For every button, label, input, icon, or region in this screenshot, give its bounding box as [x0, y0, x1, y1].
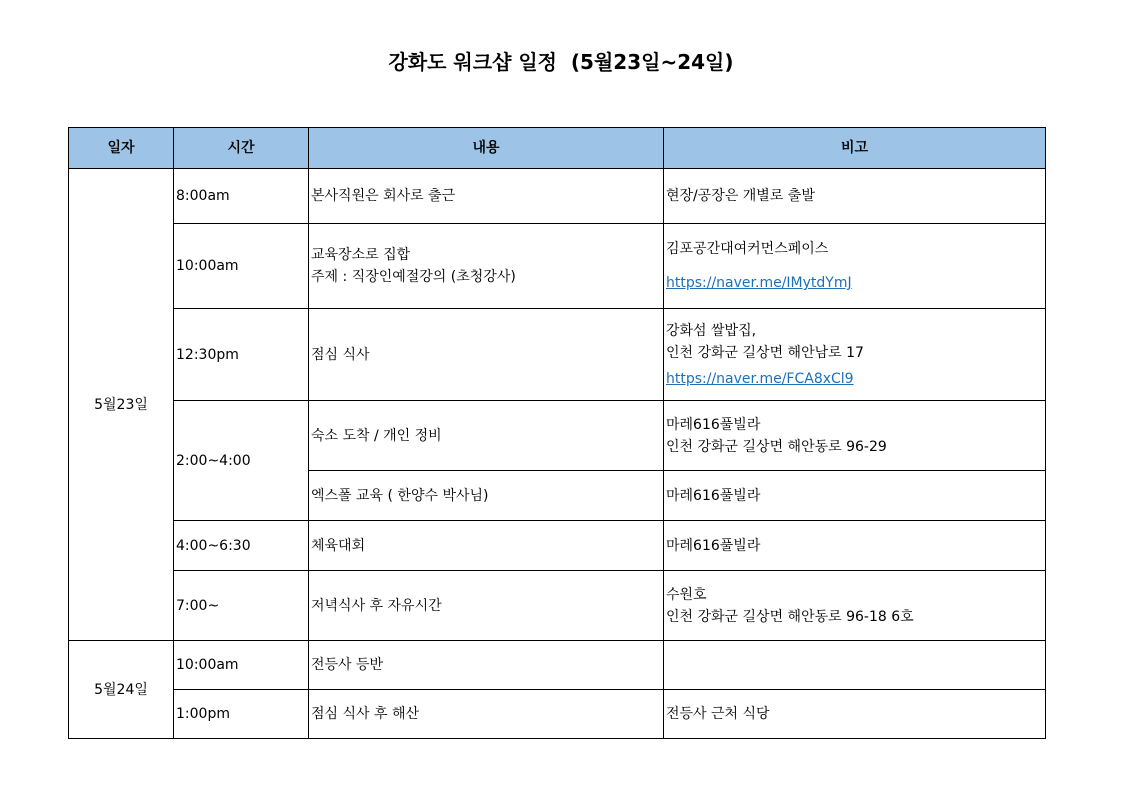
- table-row: [69, 224, 1046, 309]
- table-header-row: [69, 128, 1046, 169]
- note-cell: [664, 309, 1046, 401]
- table-row: [69, 690, 1046, 739]
- note-line: 마레616풀빌라: [666, 487, 761, 504]
- note-cell: [664, 169, 1046, 224]
- note-line: 현장/공장은 개별로 출발: [666, 188, 815, 204]
- time-cell: 8:00am: [174, 169, 309, 224]
- content-line: 점심 식사 후 해산: [311, 706, 420, 722]
- note-line: 마레616풀빌라: [666, 416, 761, 433]
- time-cell: 7:00~: [174, 571, 309, 641]
- content-line: 체육대회: [311, 537, 366, 554]
- content-cell: [309, 471, 664, 521]
- note-cell: [664, 224, 1046, 309]
- content-line: 엑스폴 교육 ( 한양수 박사님): [311, 487, 489, 504]
- note-line: 강화섬 쌀밥집,: [666, 322, 757, 339]
- time-cell: 12:30pm: [174, 309, 309, 401]
- note-line: 김포공간대여커먼스페이스: [666, 241, 829, 257]
- header-time: 시간: [174, 128, 309, 169]
- table-row: [69, 169, 1046, 224]
- content-cell: [309, 401, 664, 471]
- content-line: 저녁식사 후 자유시간: [311, 597, 442, 614]
- note-cell: [664, 521, 1046, 571]
- note-line: 전등사 근처 식당: [666, 706, 770, 722]
- note-line: 마레616풀빌라: [666, 537, 761, 554]
- table-row: [69, 521, 1046, 571]
- note-link[interactable]: https://naver.me/FCA8xCl9: [666, 370, 854, 387]
- header-note: 비고: [664, 128, 1046, 169]
- content-line: 교육장소로 집합: [311, 247, 411, 263]
- content-cell: [309, 309, 664, 401]
- table-row: [69, 309, 1046, 401]
- header-date: 일자: [69, 128, 174, 169]
- time-cell: 10:00am: [174, 224, 309, 309]
- content-line: 전등사 등반: [311, 657, 384, 673]
- table-row: [69, 641, 1046, 690]
- note-cell: [664, 401, 1046, 471]
- note-line: 인천 강화군 길상면 해안동로 96-18 6호: [666, 608, 914, 625]
- note-cell: [664, 571, 1046, 641]
- note-line: 인천 강화군 길상면 해안남로 17: [666, 344, 864, 361]
- content-cell: [309, 224, 664, 309]
- time-cell: 2:00~4:00: [174, 401, 309, 521]
- content-line: 본사직원은 회사로 출근: [311, 188, 456, 204]
- header-content: 내용: [309, 128, 664, 169]
- schedule-table: [68, 127, 1046, 739]
- note-cell: [664, 641, 1046, 690]
- note-line: 인천 강화군 길상면 해안동로 96-29: [666, 438, 887, 455]
- content-cell: [309, 571, 664, 641]
- content-line: 점심 식사: [311, 346, 370, 363]
- date-cell: 5월23일: [69, 169, 174, 641]
- content-line: 숙소 도착 / 개인 정비: [311, 427, 442, 444]
- note-cell: [664, 471, 1046, 521]
- content-cell: [309, 641, 664, 690]
- note-line: 수원호: [666, 586, 707, 603]
- content-cell: [309, 521, 664, 571]
- table-row: [69, 571, 1046, 641]
- note-link[interactable]: https://naver.me/IMytdYmJ: [666, 275, 852, 291]
- time-cell: 10:00am: [174, 641, 309, 690]
- time-cell: 4:00~6:30: [174, 521, 309, 571]
- document-title: 강화도 워크샵 일정 (5월23일~24일): [388, 50, 734, 74]
- content-cell: [309, 169, 664, 224]
- time-cell: 1:00pm: [174, 690, 309, 739]
- content-line: 주제 : 직장인예절강의 (초청강사): [311, 269, 516, 285]
- note-cell: [664, 690, 1046, 739]
- date-cell: 5월24일: [69, 641, 174, 739]
- table-row: [69, 401, 1046, 471]
- content-cell: [309, 690, 664, 739]
